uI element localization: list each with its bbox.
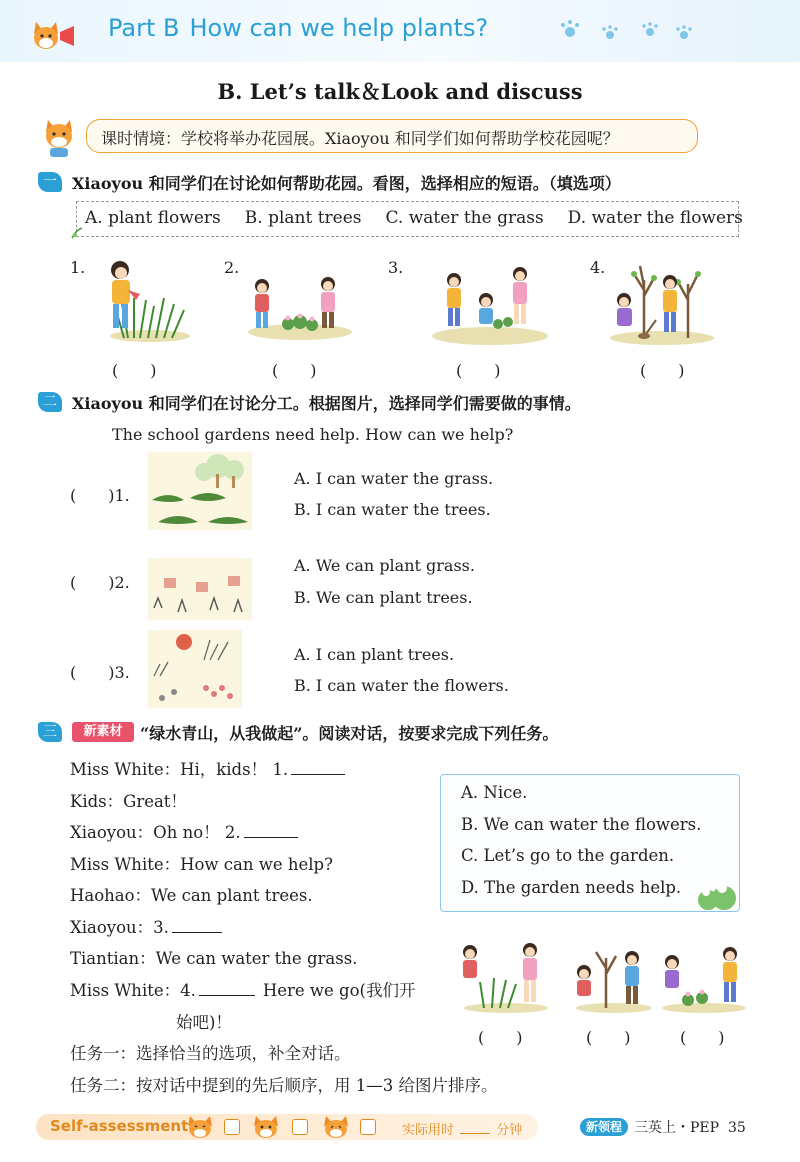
section-2-number: 二 [38, 392, 62, 412]
section-3-number: 三 [38, 722, 62, 742]
order-paren-1[interactable]: ( ) [478, 1028, 523, 1047]
option-c: C. water the grass [385, 208, 544, 228]
task-1-option-a: A. I can water the grass. [294, 469, 494, 488]
task-one: 任务一：选择恰当的选项，补全对话。 [70, 1044, 351, 1063]
time-unit: 分钟 [496, 1123, 523, 1138]
fox-mascot-icon [40, 114, 86, 158]
snowy-bush-icon [696, 876, 738, 912]
dialogue-line-2: Kids：Great！ [70, 792, 187, 811]
time-spent [402, 1119, 522, 1138]
picture-4-number: 4. [590, 258, 606, 277]
lesson-title: B. Let’s talk＆Look and discuss [217, 79, 583, 104]
context-box: 课时情境：学校将举办花园展。Xiaoyou 和同学们如何帮助学校花园呢？ [86, 119, 698, 153]
task-2-option-a: A. We can plant grass. [294, 556, 475, 575]
answer-option-c: C. Let’s go to the garden. [461, 846, 675, 865]
answer-options-box [440, 774, 740, 912]
picture-2-number: 2. [224, 258, 240, 277]
unit-title [108, 14, 488, 42]
answer-paren-1[interactable]: ( ) [112, 361, 157, 380]
picture-3-number: 3. [388, 258, 404, 277]
dialogue-line-6 [70, 914, 222, 938]
section-2-prompt: The school gardens need help. How can we help? [112, 425, 514, 444]
section-1-instruction: Xiaoyou 和同学们在讨论如何帮助花园。看图，选择相应的短语。（填选项） [72, 174, 621, 193]
dialogue-line-5: Haohao：We can plant trees. [70, 886, 313, 905]
fox-face-neutral-icon [252, 1114, 286, 1140]
self-assessment-label: Self-assessment [50, 1117, 189, 1135]
blank-2[interactable] [244, 823, 298, 838]
vine-icon [70, 226, 84, 240]
blank-4[interactable] [199, 981, 255, 996]
girl-watering-grass-illustration [88, 254, 192, 344]
dialogue-line-9: 始吧)！ [176, 1013, 232, 1032]
task-3-option-b: B. I can water the flowers. [294, 676, 509, 695]
dialogue-text: Xiaoyou：Oh no！ 2. [70, 823, 241, 842]
rating-checkbox-2[interactable] [292, 1119, 308, 1135]
dialogue-line-4: Miss White：How can we help? [70, 855, 333, 874]
time-blank[interactable] [460, 1119, 490, 1134]
dialogue-text: Miss White：4. [70, 981, 196, 1000]
dialogue-text: Miss White：Hi，kids！ 1. [70, 760, 289, 779]
unit-part: Part B [108, 14, 180, 42]
rating-checkbox-1[interactable] [224, 1119, 240, 1135]
section-2-instruction: Xiaoyou 和同学们在讨论分工。根据图片，选择同学们需要做的事情。 [72, 394, 581, 413]
paw-prints-icon [558, 18, 698, 44]
section-1-number: 一 [38, 172, 62, 192]
dialogue-line-7: Tiantian：We can water the grass. [70, 949, 358, 968]
book-name: 三英上・PEP [634, 1120, 720, 1136]
dialogue-line-1 [70, 756, 345, 780]
brand-badge: 新领程 [580, 1118, 628, 1136]
order-paren-3[interactable]: ( ) [680, 1028, 725, 1047]
task-1-option-b: B. I can water the trees. [294, 500, 491, 519]
book-info [634, 1117, 746, 1137]
unit-question: How can we help plants? [189, 14, 489, 42]
task-2-option-b: B. We can plant trees. [294, 588, 473, 607]
answer-paren-3[interactable]: ( ) [456, 361, 501, 380]
dialogue-line-8 [70, 977, 415, 1001]
answer-paren-2[interactable]: ( ) [272, 361, 317, 380]
new-material-badge: 新素材 [72, 722, 134, 742]
dialogue-text: Xiaoyou：3. [70, 918, 169, 937]
dialogue-tail: Here we go(我们开 [262, 981, 416, 1000]
answer-paren-4[interactable]: ( ) [640, 361, 685, 380]
task-1-label[interactable]: ( )1. [70, 486, 130, 505]
section-3-instruction: “绿水青山，从我做起”。阅读对话，按要求完成下列任务。 [140, 724, 559, 743]
option-d: D. water the flowers [567, 208, 743, 228]
answer-option-d: D. The garden needs help. [461, 877, 682, 897]
task-2-label[interactable]: ( )2. [70, 573, 130, 592]
dry-flowers-illustration [148, 630, 242, 708]
answer-option-a: A. Nice. [461, 783, 528, 802]
children-planting-flowers-illustration [430, 266, 550, 346]
grass-and-trees-illustration [148, 452, 252, 530]
order-paren-2[interactable]: ( ) [586, 1028, 631, 1047]
blank-3[interactable] [172, 918, 222, 933]
blank-1[interactable] [291, 760, 345, 775]
fox-face-sad-icon [322, 1114, 356, 1140]
rating-checkbox-3[interactable] [360, 1119, 376, 1135]
picture-1-number: 1. [70, 258, 86, 277]
option-b: B. plant trees [244, 208, 362, 228]
time-label: 实际用时 [402, 1123, 455, 1138]
task-two: 任务二：按对话中提到的先后顺序，用 1—3 给图片排序。 [70, 1076, 498, 1095]
fox-face-happy-icon [186, 1114, 220, 1140]
task-3-label[interactable]: ( )3. [70, 663, 130, 682]
option-a: A. plant flowers [85, 208, 221, 228]
children-watering-flowers-illustration [244, 274, 354, 342]
order-picture-planting-trees-illustration [572, 944, 654, 1014]
order-picture-watering-flowers-illustration [658, 944, 748, 1014]
page-number: 35 [727, 1120, 746, 1136]
task-3-option-a: A. I can plant trees. [294, 645, 455, 664]
fox-logo-icon [30, 18, 76, 54]
dialogue-line-3 [70, 819, 298, 843]
stumps-illustration [148, 558, 252, 620]
children-planting-trees-illustration [606, 260, 716, 346]
phrase-options-box [76, 201, 743, 237]
answer-option-b: B. We can water the flowers. [461, 814, 702, 834]
order-picture-watering-grass-illustration [454, 942, 550, 1014]
